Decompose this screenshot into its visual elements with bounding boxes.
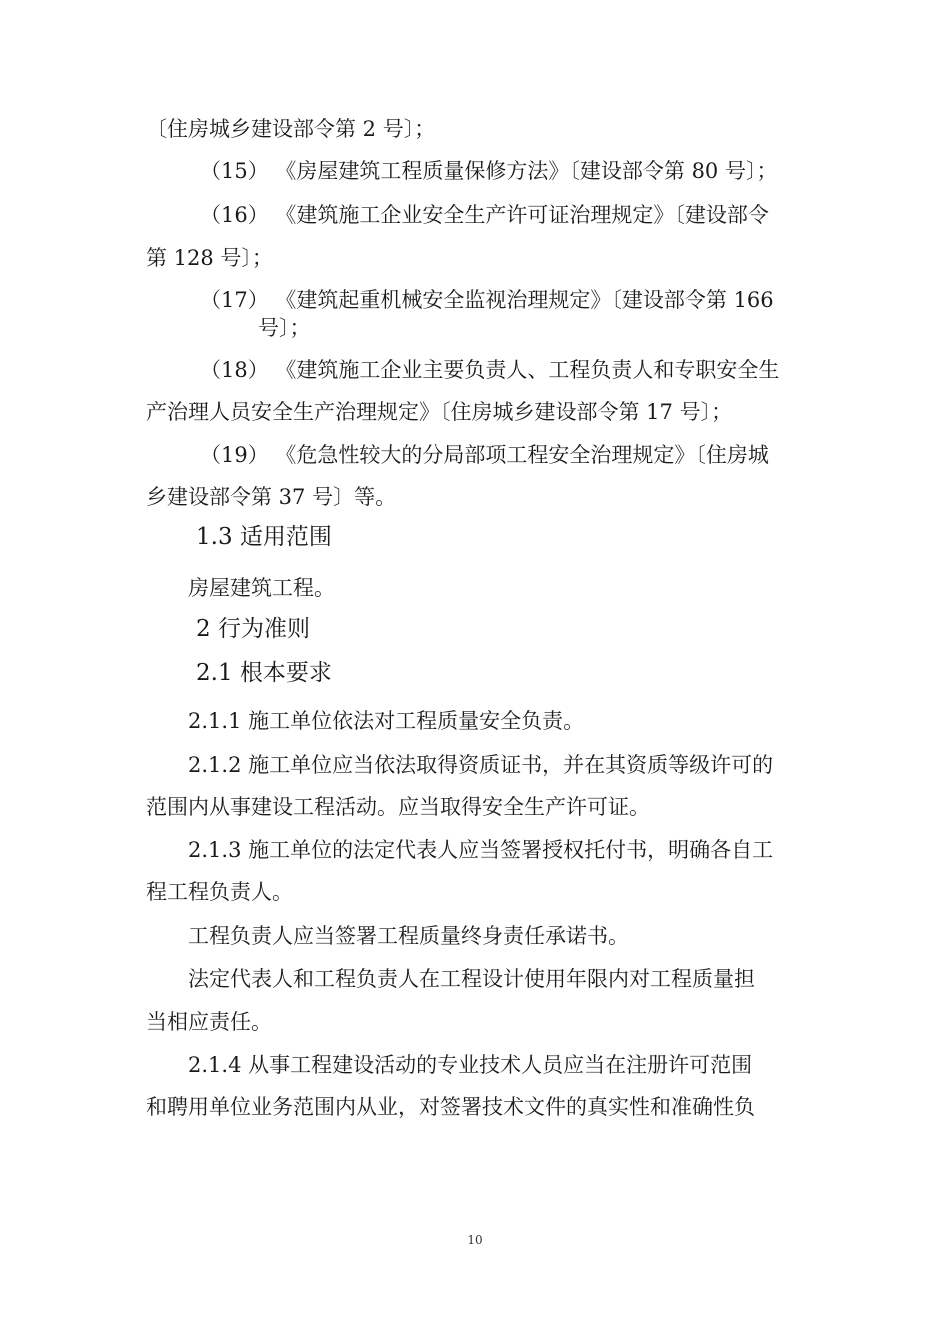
section-heading-1-3: 1.3 适用范围 xyxy=(196,524,332,550)
clause-2-1-2-cont: 范围内从事建设工程活动。应当取得安全生产许可证。 xyxy=(146,795,650,819)
clause-2-1-3: 2.1.3 施工单位的法定代表人应当签署授权托付书，明确各自工 xyxy=(188,838,774,862)
clause-2-1-4-cont: 和聘用单位业务范围内从业，对签署技术文件的真实性和准确性负 xyxy=(146,1095,755,1119)
paragraph-scope: 房屋建筑工程。 xyxy=(188,576,335,600)
list-item-16: （16） 《建筑施工企业安全生产许可证治理规定》〔建设部令 xyxy=(200,203,769,227)
page-number: 10 xyxy=(467,1233,483,1247)
list-item-18-cont: 产治理人员安全生产治理规定》〔住房城乡建设部令第 17 号〕； xyxy=(146,400,733,424)
list-item-16-cont: 第 128 号〕； xyxy=(146,246,273,270)
paragraph-commitment: 工程负责人应当签署工程质量终身责任承诺书。 xyxy=(188,924,629,948)
paragraph-responsibility-cont: 当相应责任。 xyxy=(146,1010,272,1034)
list-item-17-cont: 号〕； xyxy=(258,316,311,340)
clause-2-1-2: 2.1.2 施工单位应当依法取得资质证书，并在其资质等级许可的 xyxy=(188,753,774,777)
list-item-19: （19） 《危急性较大的分局部项工程安全治理规定》〔住房城 xyxy=(200,443,769,467)
clause-2-1-4: 2.1.4 从事工程建设活动的专业技术人员应当在注册许可范围 xyxy=(188,1053,753,1077)
list-item-15: （15） 《房屋建筑工程质量保修方法》〔建设部令第 80 号〕； xyxy=(200,159,778,183)
list-item-17: （17） 《建筑起重机械安全监视治理规定》〔建设部令第 166 xyxy=(200,288,774,312)
section-heading-2-1: 2.1 根本要求 xyxy=(196,660,332,686)
list-item-18: （18） 《建筑施工企业主要负责人、工程负责人和专职安全生 xyxy=(200,358,780,382)
clause-2-1-1: 2.1.1 施工单位依法对工程质量安全负责。 xyxy=(188,709,585,733)
list-item-19-cont: 乡建设部令第 37 号〕等。 xyxy=(146,485,397,509)
text-line-1: 〔住房城乡建设部令第 2 号〕； xyxy=(146,117,436,141)
clause-2-1-3-cont: 程工程负责人。 xyxy=(146,880,293,904)
section-heading-2: 2 行为准则 xyxy=(196,616,310,642)
paragraph-responsibility: 法定代表人和工程负责人在工程设计使用年限内对工程质量担 xyxy=(188,967,755,991)
